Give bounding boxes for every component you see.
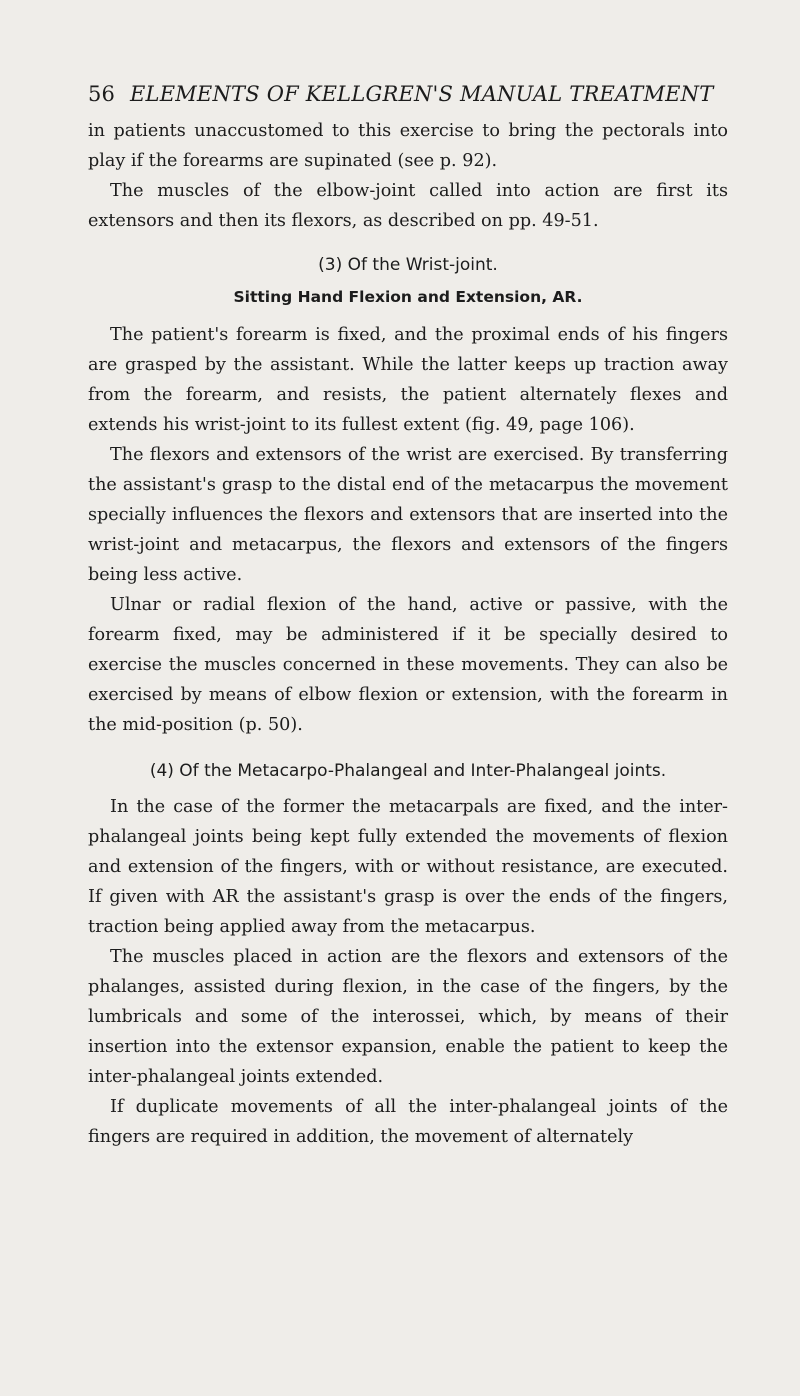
running-title: ELEMENTS OF KELLGREN'S MANUAL TREATMENT xyxy=(130,82,714,106)
paragraph-wrist-1: The patient's forearm is fixed, and the proximal ends of his fingers are grasped by the assistant. While the latter keeps up traction away from the forearm, and resists, the patient alternately flexes and extends his wrist-joint to its fullest extent (fig. 49, page 106). xyxy=(88,325,728,435)
paragraph-opening: in patients unaccustomed to this exercise to bring the pectorals into play if the forearms are supinated (see p. 92). xyxy=(88,121,728,171)
subheading-hand-flexion: Sitting Hand Flexion and Extension, AR. xyxy=(233,288,583,306)
paragraph-elbow: The muscles of the elbow-joint called into action are first its extensors and then its flexors, as described on pp. 49-51. xyxy=(88,181,728,231)
paragraph-meta-3: If duplicate movements of all the inter-phalangeal joints of the fingers are required in addition, the movement of alternately xyxy=(88,1097,728,1147)
section-heading-wrist: (3) Of the Wrist-joint. xyxy=(318,255,498,275)
section-heading-metacarpo: (4) Of the Metacarpo-Phalangeal and Inter-Phalangeal joints. xyxy=(149,761,667,781)
page-body xyxy=(88,116,728,1152)
paragraph-meta-2: The muscles placed in action are the flexors and extensors of the phalanges, assisted during flexion, in the case of the fingers, by the lumbricals and some of the interossei, which, by means of their insertion into the extensor expansion, enable the patient to keep the inter-phalangeal joints extended. xyxy=(88,947,728,1087)
running-header xyxy=(88,82,713,106)
page-number: 56 xyxy=(88,82,116,106)
paragraph-wrist-3: Ulnar or radial flexion of the hand, active or passive, with the forearm fixed, may be administered if it be specially desired to exercise the muscles concerned in these movements. They can also be exercised by means of elbow flexion or extension, with the forearm in the mid-position (p. 50). xyxy=(88,595,728,735)
paragraph-meta-1: In the case of the former the metacarpals are fixed, and the inter-phalangeal joints being kept fully extended the movements of flexion and extension of the fingers, with or without resistance, are executed. If given with AR the assistant's grasp is over the ends of the fingers, traction being applied away from the metacarpus. xyxy=(88,797,728,937)
paragraph-wrist-2: The flexors and extensors of the wrist are exercised. By transferring the assistant's grasp to the distal end of the metacarpus the movement specially influences the flexors and extensors that are inserted into the wrist-joint and metacarpus, the flexors and extensors of the fingers being less active. xyxy=(88,445,728,585)
